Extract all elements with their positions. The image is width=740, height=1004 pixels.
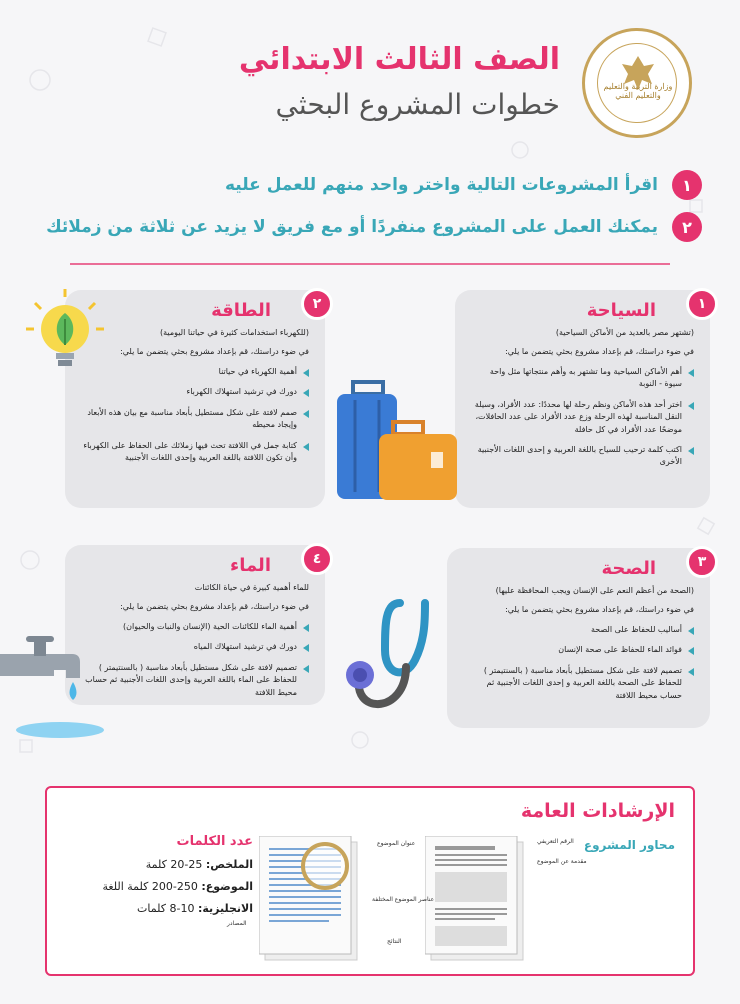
suitcase-icon (333, 380, 463, 510)
logo-inner-ring (597, 43, 677, 123)
card-number-badge: ٣ (686, 546, 718, 578)
list-item: أهمية الكهرباء في حياتنا (81, 366, 309, 378)
card-lead: في ضوء دراستك، قم بإعداد مشروع بحثي يتضمن ما يلي: (505, 347, 694, 356)
list-item: أهمية الماء للكائنات الحية (الإنسان والنبات والحيوان) (81, 621, 309, 633)
step-number: ١ (672, 170, 702, 200)
card-title: الطاقة (211, 300, 271, 321)
doc-label-id-number: الرقم التعريفي (537, 838, 574, 845)
card-title: السياحة (586, 300, 656, 321)
summary-value: 25-20 كلمة (145, 858, 203, 871)
list-item: أهم الأماكن السياحية وما تشتهر به وأهم منتجاتها مثل واحة سيوة - النوبة (471, 366, 694, 391)
project-axes-label: محاور المشروع (583, 838, 675, 852)
page-title: الصف الثالث الابتدائي (238, 42, 560, 77)
word-count-title: عدد الكلمات (176, 834, 253, 849)
doc-label-topic-elements: عناصر الموضوع المختلفة (372, 896, 435, 903)
list-item: فوائد الماء للحفاظ على صحة الإنسان (463, 644, 694, 656)
card-number-badge: ٤ (301, 543, 333, 575)
word-count-topic (103, 880, 254, 893)
topic-value: 250-200 كلمة اللغة (102, 880, 198, 893)
card-tourism (455, 290, 710, 508)
guidelines-panel (45, 786, 695, 976)
card-title: الماء (230, 555, 271, 576)
card-intro: للماء أهمية كبيرة في حياة الكائنات (194, 583, 309, 592)
card-lead: في ضوء دراستك، قم بإعداد مشروع بحثي يتضمن ما يلي: (120, 347, 309, 356)
section-divider (70, 263, 670, 265)
card-title: الصحة (601, 558, 656, 579)
english-value: 10-8 كلمات (137, 902, 195, 915)
document-magnifier-icon (259, 836, 369, 966)
logo-text: وزارة التربية والتعليم والتعليم الفني (603, 82, 673, 100)
list-item: اختر أحد هذه الأماكن ونظم رحلة لها محددًا: عدد الأفراد، وسيلة النقل المناسبة لهذه الرحلة وزع عدد الأفراد على عدد الحافلات، موضحًا عدد الأفراد في كل حافلة (471, 399, 694, 436)
faucet-icon (0, 630, 110, 740)
doc-label-sources: المصادر (227, 920, 247, 927)
step-text: يمكنك العمل على المشروع منفردًا أو مع فريق لا يزيد عن ثلاثة من زملائك (46, 217, 658, 237)
card-health (447, 548, 710, 728)
card-intro: (الصحة من أعظم النعم على الإنسان ويجب المحافظة عليها) (495, 586, 694, 595)
list-item: أساليب للحفاظ على الصحة (463, 624, 694, 636)
step-1 (225, 170, 702, 200)
english-label: الانجليزية: (197, 902, 253, 915)
summary-label: الملخص: (205, 858, 253, 871)
list-item: دورك في ترشيد استهلاك الكهرباء (81, 386, 309, 398)
word-count-english (137, 902, 253, 915)
guidelines-title: الإرشادات العامة (520, 800, 675, 822)
card-lead: في ضوء دراستك، قم بإعداد مشروع بحثي يتضمن ما يلي: (505, 605, 694, 614)
card-intro: (للكهرباء استخدامات كثيرة في حياتنا اليومية) (160, 328, 309, 337)
list-item: دورك في ترشيد استهلاك المياه (81, 641, 309, 653)
topic-label: الموضوع: (201, 880, 253, 893)
doc-label-topic-title: عنوان الموضوع (377, 840, 416, 847)
doc-label-intro: مقدمة عن الموضوع (537, 858, 587, 865)
page-subtitle: خطوات المشروع البحثي (275, 88, 560, 121)
word-count-summary (146, 858, 253, 871)
list-item: تصميم لافتة على شكل مستطيل بأبعاد مناسبة ( بالسنتيمتر ) للحفاظ على الماء باللغة العربية وإحدى اللغات الأجنبية ثم حساب محيط اللافتة (81, 662, 309, 699)
list-item: كتابة جمل في اللافتة تحث فيها زملائك على الحفاظ على الكهرباء وأن تكون اللافتة باللغة العربية وإحدى اللغات الأجنبية (81, 440, 309, 465)
list-item: اكتب كلمة ترحيب للسياح باللغة العربية و إحدى اللغات الأجنبية الأخرى (471, 444, 694, 469)
card-number-badge: ١ (686, 288, 718, 320)
step-number: ٢ (672, 212, 702, 242)
doc-label-results: النتائج (387, 938, 402, 945)
lightbulb-icon (20, 285, 110, 375)
card-intro: (تشتهر مصر بالعديد من الأماكن السياحية) (555, 328, 694, 337)
step-text: اقرأ المشروعات التالية واختر واحد منهم للعمل عليه (224, 175, 658, 195)
step-2 (46, 212, 702, 242)
document-template-icon (425, 836, 535, 966)
stethoscope-icon (340, 595, 460, 725)
card-lead: في ضوء دراستك، قم بإعداد مشروع بحثي يتضمن ما يلي: (120, 602, 309, 611)
list-item: صمم لافتة على شكل مستطيل بأبعاد مناسبة مع بيان هذه الأبعاد وإيجاد محيطه (81, 407, 309, 432)
ministry-logo (582, 28, 692, 138)
list-item: تصميم لافتة على شكل مستطيل بأبعاد مناسبة ( بالسنتيمتر ) للحفاظ على الصحة باللغة العربية و إحدى اللغات الأجنبية ثم حساب محيط اللافتة (463, 665, 694, 702)
card-number-badge: ٢ (301, 288, 333, 320)
